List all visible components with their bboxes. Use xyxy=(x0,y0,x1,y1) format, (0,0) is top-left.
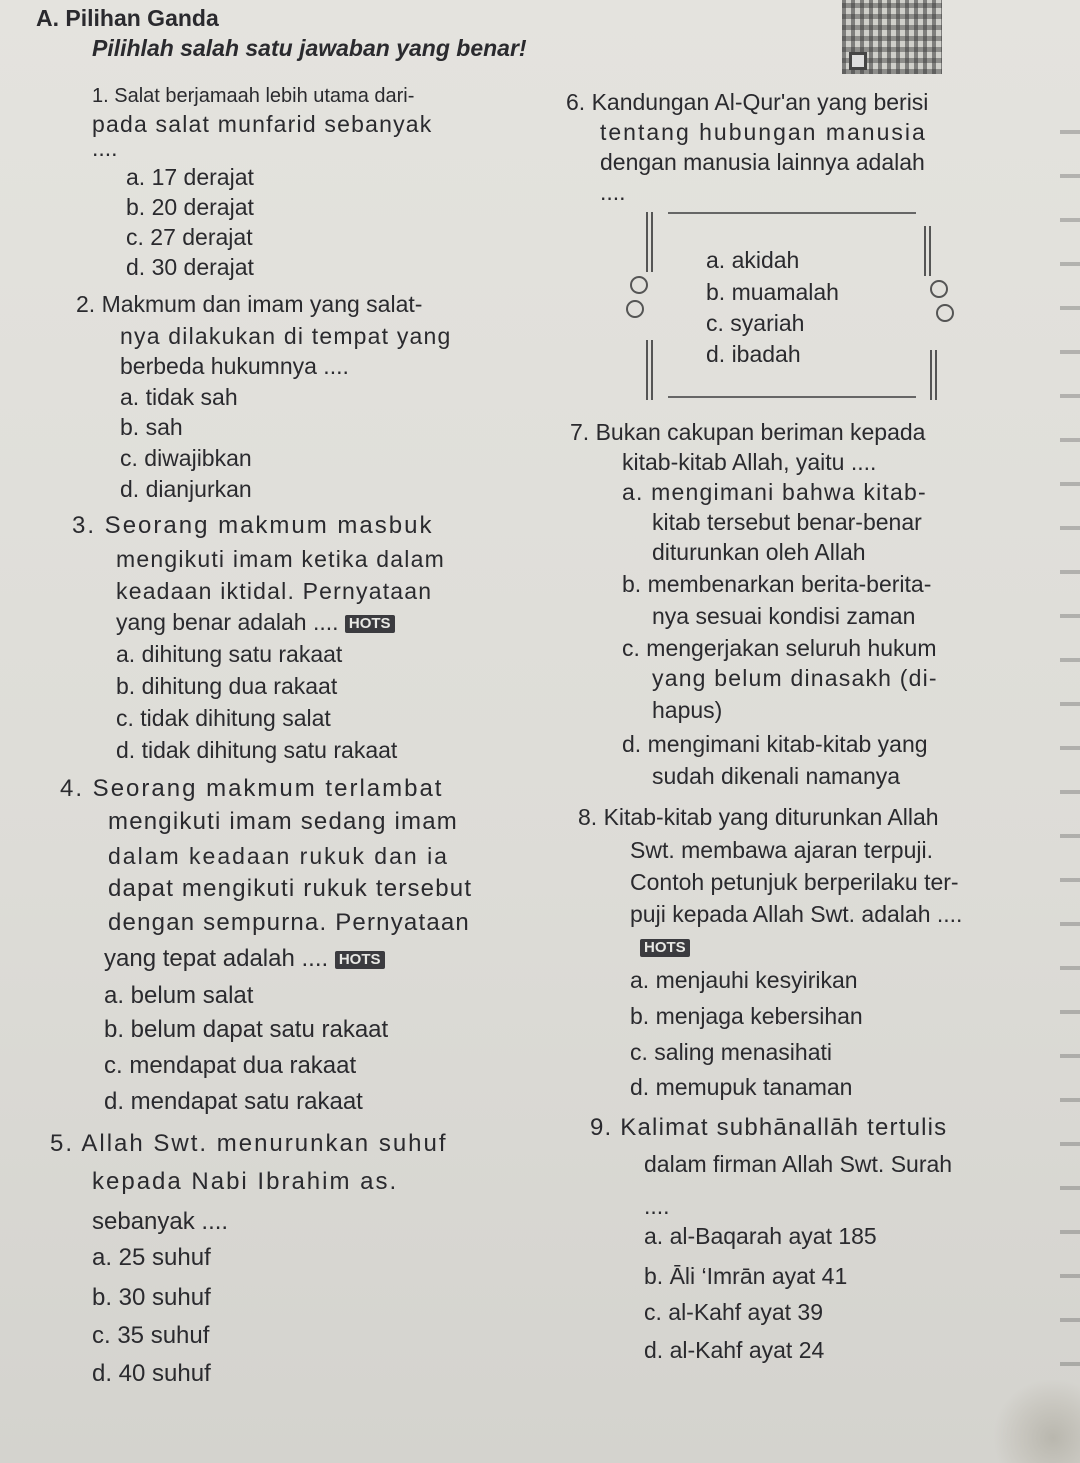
question-5-option-b[interactable]: b. 30 suhuf xyxy=(92,1284,211,1311)
question-2-line-2: nya dilakukan di tempat yang xyxy=(120,323,452,349)
question-4-option-d[interactable]: d. mendapat satu rakaat xyxy=(104,1088,363,1115)
question-9-line-1: 9. Kalimat subhānallāh tertulis xyxy=(590,1114,948,1141)
question-4-line-6-text: yang tepat adalah .... xyxy=(104,945,329,972)
question-8-option-d[interactable]: d. memupuk tanaman xyxy=(630,1074,853,1100)
question-8-line-1: 8. Kitab-kitab yang diturunkan Allah xyxy=(578,804,939,830)
question-2-line-3: berbeda hukumnya .... xyxy=(120,353,349,379)
frame-left-top-bar xyxy=(646,212,648,272)
question-4-option-a[interactable]: a. belum salat xyxy=(104,982,254,1009)
question-9-option-b[interactable]: b. Āli ‘Imrān ayat 41 xyxy=(644,1263,848,1289)
hots-badge: HOTS xyxy=(345,615,395,633)
question-9-option-a[interactable]: a. al-Baqarah ayat 185 xyxy=(644,1223,877,1249)
question-6-line-4: .... xyxy=(600,179,626,205)
question-8-line-3: Contoh petunjuk berperilaku ter- xyxy=(630,869,959,895)
question-5-option-a[interactable]: a. 25 suhuf xyxy=(92,1244,211,1271)
question-1-option-d[interactable]: d. 30 derajat xyxy=(126,254,254,280)
frame-left-bottom-bar xyxy=(646,340,648,400)
question-4-option-c[interactable]: c. mendapat dua rakaat xyxy=(104,1052,357,1079)
question-8-option-a[interactable]: a. menjauhi kesyirikan xyxy=(630,967,858,993)
question-6-option-a[interactable]: a. akidah xyxy=(706,247,800,273)
question-8-option-c[interactable]: c. saling menasihati xyxy=(630,1039,832,1065)
hots-badge: HOTS xyxy=(335,951,385,969)
question-7-option-c-line-1[interactable]: c. mengerjakan seluruh hukum xyxy=(622,635,937,661)
question-4-line-2: mengikuti imam sedang imam xyxy=(108,808,458,835)
question-3-line-2: mengikuti imam ketika dalam xyxy=(116,546,445,572)
question-8-line-2: Swt. membawa ajaran terpuji. xyxy=(630,837,933,863)
question-8-line-4: puji kepada Allah Swt. adalah .... xyxy=(630,901,963,927)
frame-right-top-bar xyxy=(924,226,926,276)
question-7-option-a-line-1[interactable]: a. mengimani bahwa kitab- xyxy=(622,479,927,505)
question-8-option-b[interactable]: b. menjaga kebersihan xyxy=(630,1003,863,1029)
frame-left-top-bar-2 xyxy=(651,212,653,272)
question-5-option-d[interactable]: d. 40 suhuf xyxy=(92,1360,211,1387)
question-7-line-1: 7. Bukan cakupan beriman kepada xyxy=(570,419,926,445)
hots-badge: HOTS xyxy=(640,939,690,957)
question-4-line-6 xyxy=(104,945,385,973)
question-2-option-c[interactable]: c. diwajibkan xyxy=(120,445,252,471)
question-3-line-4 xyxy=(116,608,395,636)
question-4-line-3: dalam keadaan rukuk dan ia xyxy=(108,843,449,869)
frame-right-ornament xyxy=(930,280,948,298)
question-7-option-b-line-2[interactable]: nya sesuai kondisi zaman xyxy=(652,603,916,629)
question-6-line-1: 6. Kandungan Al-Qur'an yang berisi xyxy=(566,89,929,115)
corner-illustration xyxy=(990,1380,1080,1463)
instruction-text: Pilihlah salah satu jawaban yang benar! xyxy=(92,35,527,61)
question-5-line-3: sebanyak .... xyxy=(92,1208,229,1235)
question-7-option-a-line-3[interactable]: diturunkan oleh Allah xyxy=(652,539,866,565)
frame-top-line xyxy=(668,212,916,214)
frame-right-top-bar-2 xyxy=(929,226,931,276)
question-9-option-d[interactable]: d. al-Kahf ayat 24 xyxy=(644,1337,825,1363)
question-7-option-b-line-1[interactable]: b. membenarkan berita-berita- xyxy=(622,571,932,597)
question-2-option-d[interactable]: d. dianjurkan xyxy=(120,476,252,502)
question-5-line-2: kepada Nabi Ibrahim as. xyxy=(92,1168,399,1195)
question-8-badge xyxy=(640,932,690,960)
qr-finder-icon xyxy=(849,52,867,70)
question-2-option-b[interactable]: b. sah xyxy=(120,414,183,440)
question-1-line-2: pada salat munfarid sebanyak xyxy=(92,111,433,137)
question-3-line-4-text: yang benar adalah .... xyxy=(116,609,339,635)
frame-left-ornament xyxy=(630,276,648,294)
question-2-line-1: 2. Makmum dan imam yang salat- xyxy=(76,291,423,317)
frame-right-bottom-bar xyxy=(930,350,932,400)
question-3-line-3: keadaan iktidal. Pernyataan xyxy=(116,578,433,604)
frame-left-bottom-bar-2 xyxy=(651,340,653,400)
question-1-line-1: 1. Salat berjamaah lebih utama dari- xyxy=(92,85,415,107)
question-3-option-d[interactable]: d. tidak dihitung satu rakaat xyxy=(116,737,398,763)
question-6-line-2: tentang hubungan manusia xyxy=(600,119,927,145)
question-7-option-d-line-1[interactable]: d. mengimani kitab-kitab yang xyxy=(622,731,928,757)
page-edge-decoration xyxy=(1060,90,1080,1390)
question-3-option-c[interactable]: c. tidak dihitung salat xyxy=(116,705,331,731)
question-4-line-1: 4. Seorang makmum terlambat xyxy=(60,775,444,802)
question-7-option-a-line-2[interactable]: kitab tersebut benar-benar xyxy=(652,509,922,535)
question-4-line-5: dengan sempurna. Pernyataan xyxy=(108,909,470,936)
question-3-option-a[interactable]: a. dihitung satu rakaat xyxy=(116,641,343,667)
question-1-option-a[interactable]: a. 17 derajat xyxy=(126,164,254,190)
question-7-option-c-line-2[interactable]: yang belum dinasakh (di- xyxy=(652,665,938,691)
question-4-option-b[interactable]: b. belum dapat satu rakaat xyxy=(104,1016,389,1043)
frame-right-bottom-bar-2 xyxy=(935,350,937,400)
question-6-option-d[interactable]: d. ibadah xyxy=(706,341,801,367)
question-1-option-b[interactable]: b. 20 derajat xyxy=(126,194,254,220)
section-title: A. Pilihan Ganda xyxy=(36,5,219,31)
frame-left-ornament-2 xyxy=(626,300,644,318)
question-6-option-c[interactable]: c. syariah xyxy=(706,310,805,336)
question-1-option-c[interactable]: c. 27 derajat xyxy=(126,224,253,250)
question-7-option-c-line-3[interactable]: hapus) xyxy=(652,697,723,723)
question-7-line-2: kitab-kitab Allah, yaitu .... xyxy=(622,449,877,475)
question-6-option-b[interactable]: b. muamalah xyxy=(706,279,839,305)
question-7-option-d-line-2[interactable]: sudah dikenali namanya xyxy=(652,763,901,789)
question-9-line-3: .... xyxy=(644,1193,670,1219)
question-3-option-b[interactable]: b. dihitung dua rakaat xyxy=(116,673,338,699)
question-5-line-1: 5. Allah Swt. menurunkan suhuf xyxy=(50,1130,448,1157)
question-2-option-a[interactable]: a. tidak sah xyxy=(120,384,238,410)
question-6-line-3: dengan manusia lainnya adalah xyxy=(600,149,925,175)
frame-bottom-line xyxy=(668,396,916,398)
frame-right-ornament-2 xyxy=(936,304,954,322)
question-9-option-c[interactable]: c. al-Kahf ayat 39 xyxy=(644,1299,823,1325)
question-9-line-2: dalam firman Allah Swt. Surah xyxy=(644,1151,953,1177)
question-5-option-c[interactable]: c. 35 suhuf xyxy=(92,1322,210,1349)
question-4-line-4: dapat mengikuti rukuk tersebut xyxy=(108,875,473,902)
question-3-line-1: 3. Seorang makmum masbuk xyxy=(72,512,434,539)
question-1-line-3: .... xyxy=(92,135,118,161)
